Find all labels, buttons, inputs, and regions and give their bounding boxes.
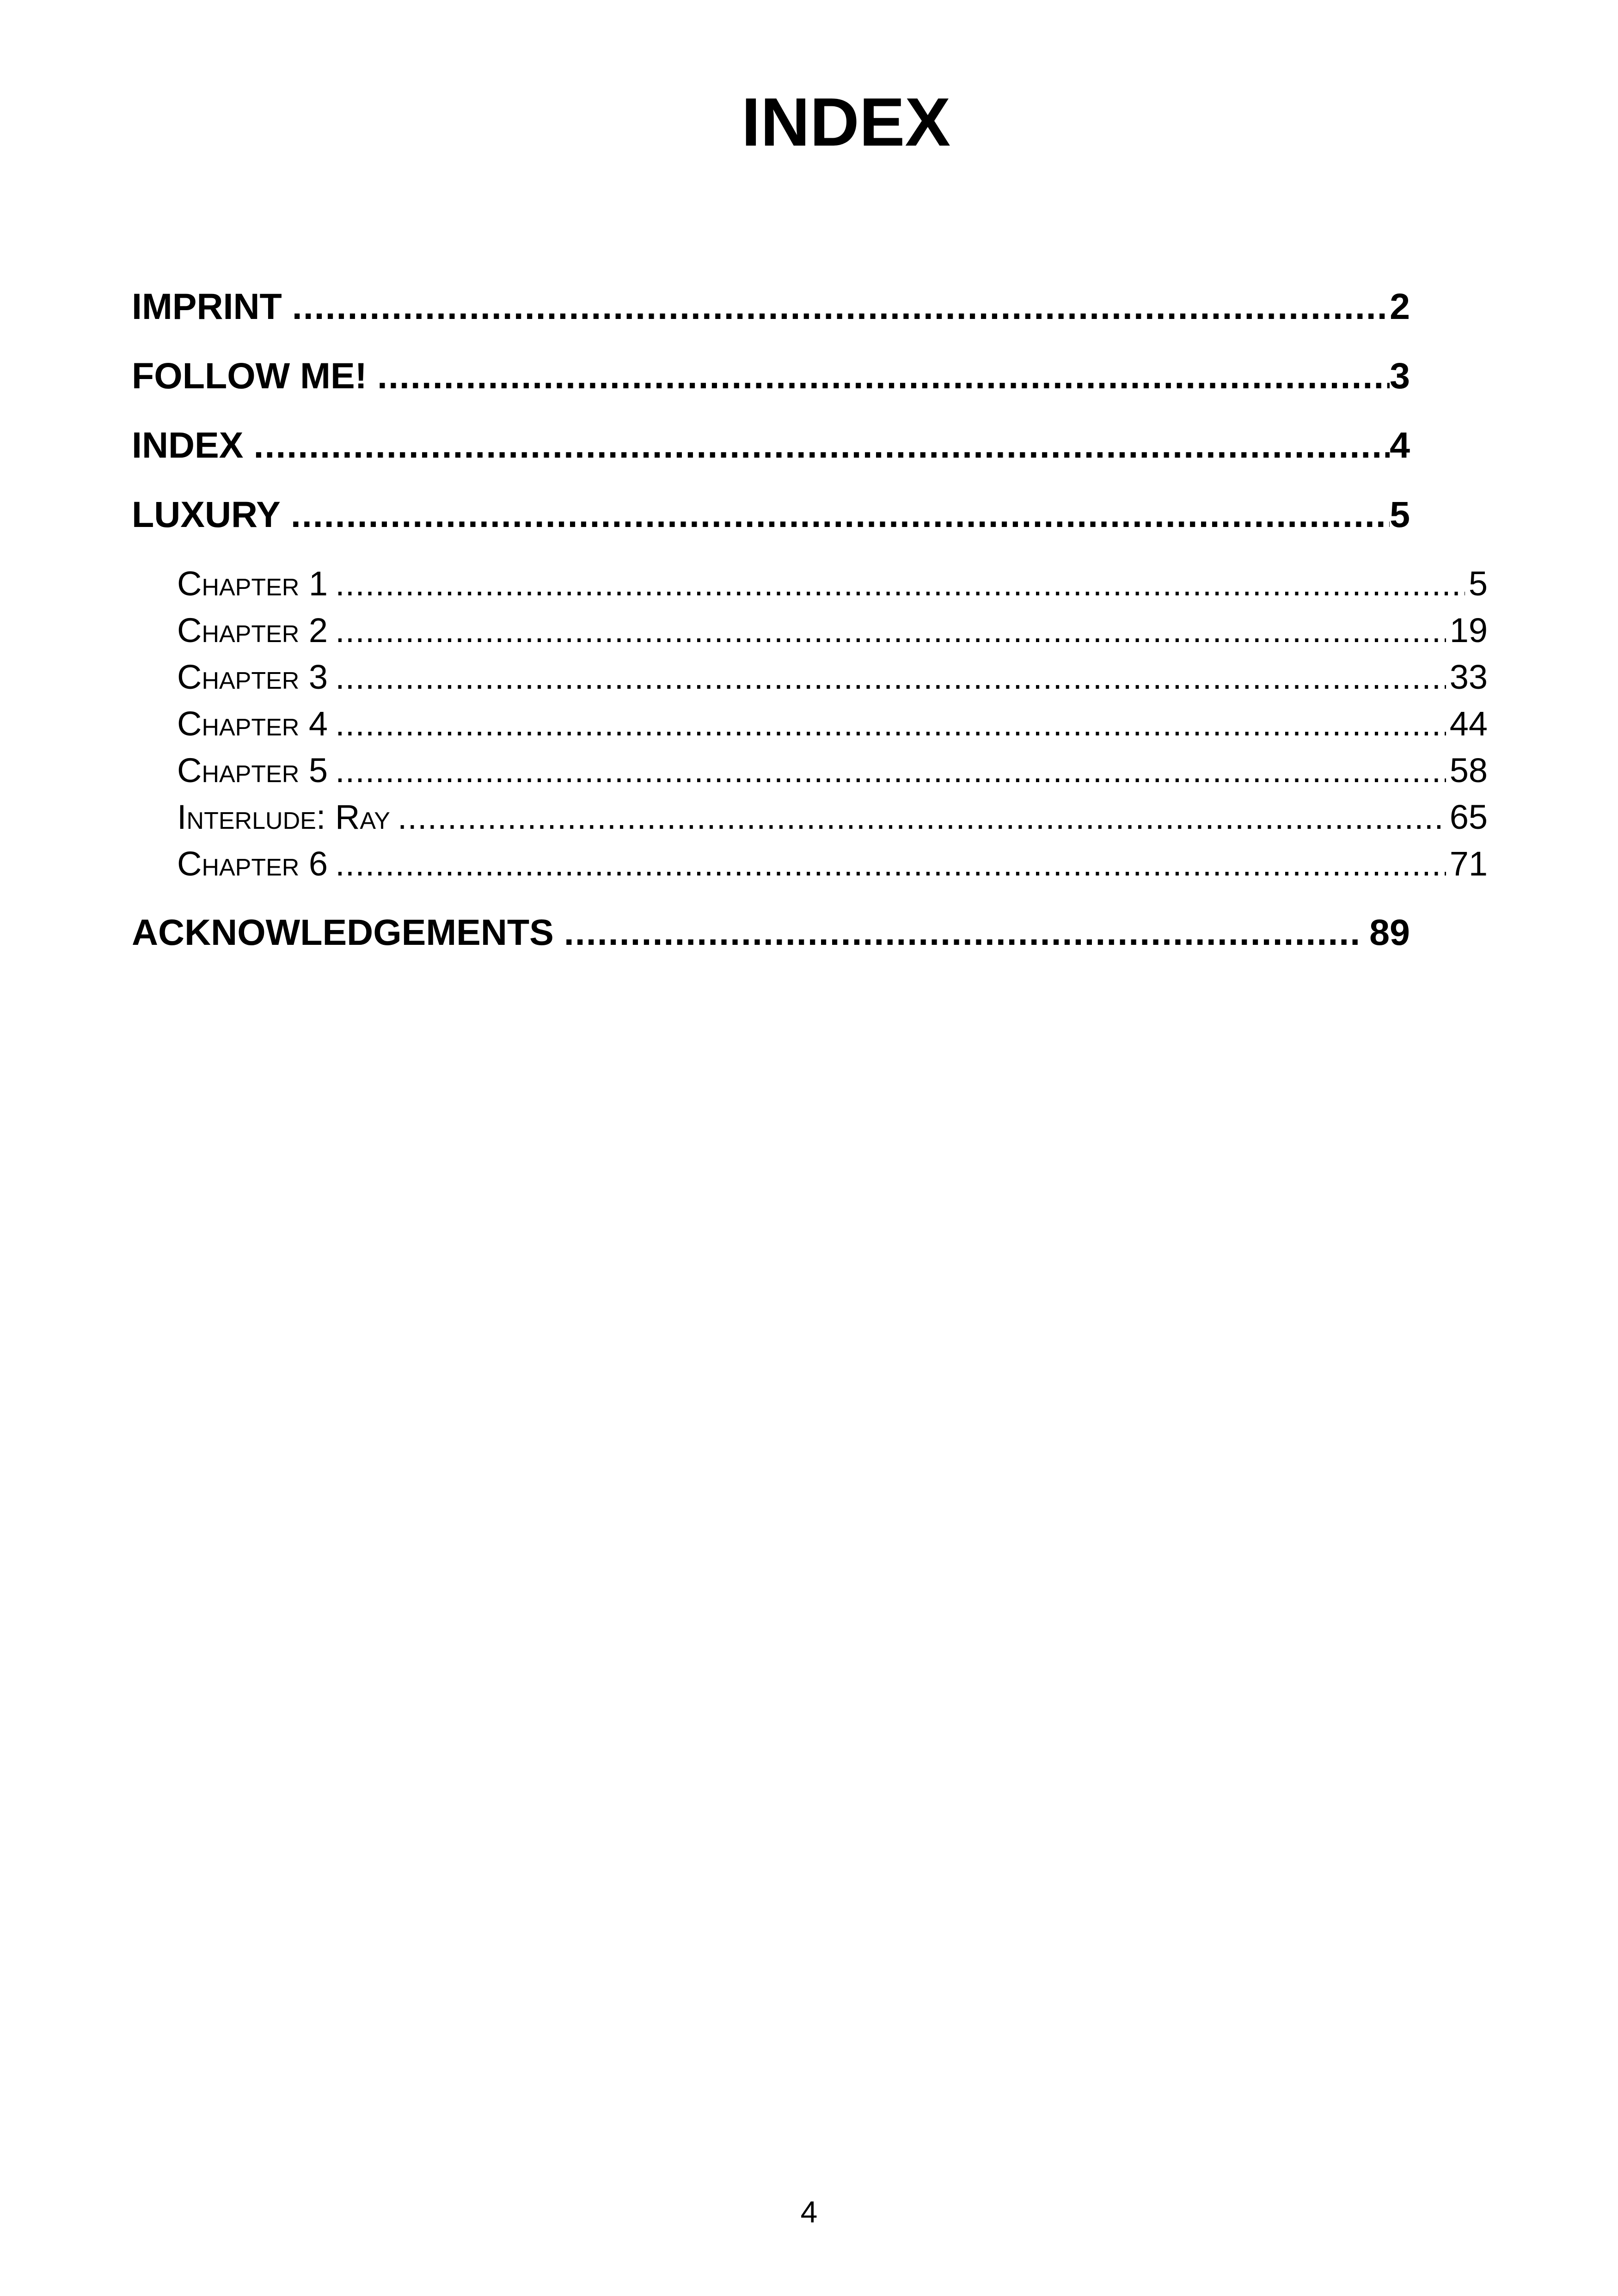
toc-subentry-label: Chapter 1 (177, 564, 328, 603)
toc-subentry-chapter-3[interactable] (177, 654, 1488, 701)
toc-entry-page: 4 (1390, 424, 1410, 465)
toc-subentry-interlude-ray[interactable] (177, 794, 1488, 841)
toc-entry-page: 89 (1369, 912, 1410, 953)
toc-subentry-label: Chapter 5 (177, 751, 328, 790)
dot-leader (398, 794, 1446, 841)
dot-leader (335, 840, 1446, 888)
toc-entry-index[interactable] (132, 420, 1410, 471)
dot-leader (292, 281, 1390, 332)
dot-leader (335, 607, 1446, 654)
toc-subentry-chapter-6[interactable] (177, 840, 1488, 888)
toc-entry-page: 2 (1390, 286, 1410, 327)
toc-subentry-page: 65 (1449, 798, 1488, 836)
toc-subentry-label: Interlude: Ray (177, 798, 390, 836)
toc-entry-label: FOLLOW ME! (132, 355, 367, 396)
toc-entry-label: IMPRINT (132, 286, 282, 327)
toc-subentry-page: 44 (1449, 704, 1488, 743)
dot-leader (564, 907, 1359, 958)
toc-entry-page: 5 (1390, 494, 1410, 535)
toc-entry-label: LUXURY (132, 494, 281, 535)
toc-entry-imprint[interactable] (132, 281, 1410, 332)
toc-entry-label: ACKNOWLEDGEMENTS (132, 912, 554, 953)
toc-subentry-label: Chapter 2 (177, 611, 328, 649)
toc-subentry-page: 58 (1449, 751, 1488, 790)
toc-subentry-label: Chapter 3 (177, 658, 328, 696)
dot-leader (335, 560, 1465, 607)
toc-entry-luxury[interactable] (132, 489, 1410, 540)
toc-entry-page: 3 (1390, 355, 1410, 396)
toc-subentry-page: 19 (1449, 611, 1488, 649)
toc-subentry-page: 5 (1468, 564, 1488, 603)
toc-subentry-page: 33 (1449, 658, 1488, 696)
toc-subentry-chapter-1[interactable] (177, 560, 1488, 607)
toc-entry-follow-me[interactable] (132, 350, 1410, 401)
page-number: 4 (800, 2195, 818, 2229)
dot-leader (253, 420, 1390, 471)
toc-entry-label: INDEX (132, 424, 244, 465)
toc-subentry-chapter-2[interactable] (177, 607, 1488, 654)
toc-subentry-chapter-4[interactable] (177, 700, 1488, 747)
dot-leader (335, 700, 1446, 747)
dot-leader (291, 489, 1390, 540)
toc-subentry-label: Chapter 4 (177, 704, 328, 743)
dot-leader (335, 654, 1446, 701)
page-title: INDEX (741, 84, 951, 160)
toc-subentry-chapter-5[interactable] (177, 747, 1488, 794)
dot-leader (335, 747, 1446, 794)
toc-entry-acknowledgements[interactable] (132, 907, 1410, 958)
toc-subentry-page: 71 (1449, 845, 1488, 883)
dot-leader (377, 350, 1390, 401)
toc-subentry-label: Chapter 6 (177, 845, 328, 883)
